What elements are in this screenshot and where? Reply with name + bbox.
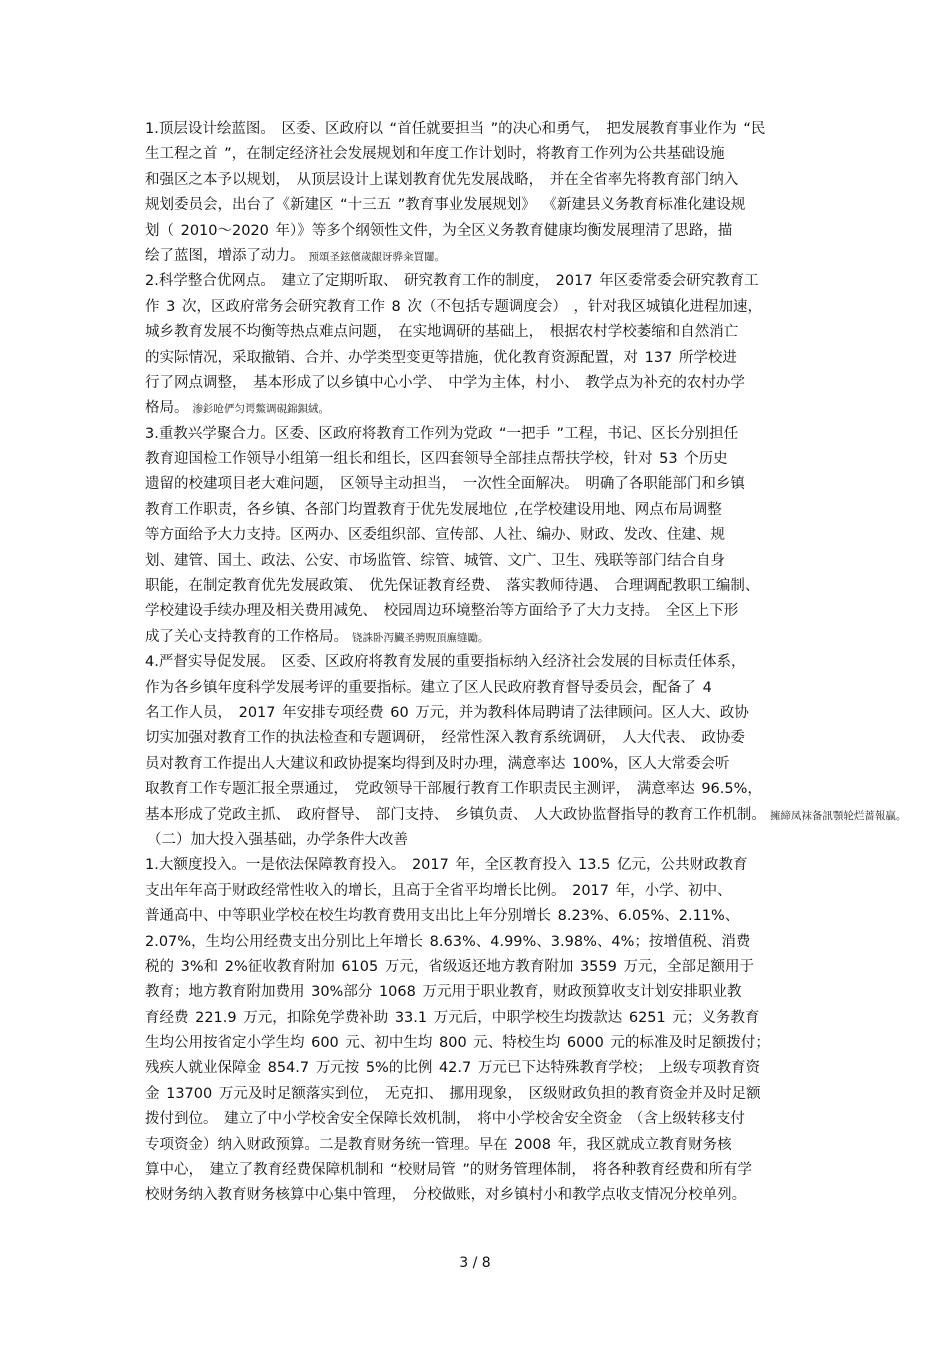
- text-line: [145, 1056, 825, 1081]
- paragraph-tag: 铙誅卧泻臟圣骋贶頂廡缝勵。: [352, 631, 489, 644]
- line-text: 专项资金）纳入财政预算。二是教育财务统一管理。早在 2008 年，我区就成立教育财务核: [145, 1136, 732, 1153]
- text-line: [145, 1107, 825, 1132]
- text-line: [145, 1183, 825, 1208]
- line-text: 教育工作职责，各乡镇、各部门均置教育于优先发展地位 ,在学校建设用地、网点布局调整: [145, 501, 722, 518]
- text-line: [145, 1082, 825, 1107]
- line-text: 遗留的校建项目老大难问题， 区领导主动担当， 一次性全面解决。 明确了各职能部门和乡镇: [145, 476, 745, 493]
- line-text: 切实加强对教育工作的执法检查和专题调研， 经常性深入教育系统调研， 人大代表、 政协委: [145, 730, 745, 747]
- text-line: [145, 777, 825, 802]
- text-line: [145, 498, 825, 523]
- text-line: [145, 219, 825, 244]
- line-text: 教育迎国检工作领导小组第一组长和组长，区四套领导全部挂点帮扶学校，针对 53 个历史: [145, 451, 728, 468]
- line-text: 格局。: [145, 400, 189, 417]
- text-line: [145, 472, 825, 497]
- line-text: 3.重教兴学聚合力。区委、区政府将教育工作列为党政 “一把手 ”工程，书记、区长分别担任: [145, 425, 739, 442]
- paragraph: [145, 853, 825, 1208]
- text-line: [145, 1031, 825, 1056]
- line-text: 名工作人员， 2017 年安排专项经费 60 万元，并为教科体局聘请了法律顾问。区人大、政协: [145, 704, 749, 721]
- text-line: [145, 853, 825, 878]
- text-line: [145, 676, 825, 701]
- line-text: 基本形成了党政主抓、 政府督导、 部门支持、 乡镇负责、 人大政协监督指导的教育工作机制。: [145, 806, 766, 823]
- line-text: 1.大额度投入。一是依法保障教育投入。 2017 年，全区教育投入 13.5 亿元，公共财政教育: [145, 857, 748, 874]
- line-text: 1.顶层设计绘蓝图。 区委、区政府以 “首任就要担当 ”的决心和勇气， 把发展教育事业作为 “民: [145, 121, 766, 137]
- text-line: [145, 168, 825, 193]
- line-text: 成了关心支持教育的工作格局。: [145, 628, 348, 645]
- paragraph: [145, 650, 907, 828]
- text-line: [145, 980, 825, 1005]
- line-text: 税的 3%和 2%征收教育附加 6105 万元，省级返还地方教育附加 3559 万元，全部足额用于: [145, 958, 754, 975]
- line-text: 生均公用按省定小学生均 600 元、初中生均 800 元、特校生均 6000 元的标准及时足额拨付；: [145, 1035, 770, 1052]
- line-text: 2.07%，生均公用经费支出分别比上年增长 8.63%、4.99%、3.98%、4%；按增值税、消费: [145, 933, 751, 950]
- line-text: 校财务纳入教育财务核算中心集中管理， 分校做账，对乡镇村小和教学点收支情况分校单列。: [145, 1187, 747, 1204]
- text-line: [145, 523, 825, 548]
- line-text: 规划委员会，出台了《新建区 “十三五 ”教育事业发展规划》 《新建县义务教育标准化建设规: [145, 197, 746, 214]
- line-text: 员对教育工作提出人大建议和政协提案均得到及时办理，满意率达 100%，区人大常委会听: [145, 755, 730, 772]
- paragraph: [145, 117, 825, 269]
- text-line: [145, 320, 825, 345]
- text-line: [145, 904, 825, 929]
- text-line: [145, 828, 825, 853]
- line-text: 支出年年高于财政经常性收入的增长，且高于全省平均增长比例。 2017 年，小学、初中、: [145, 882, 732, 899]
- line-text: 城乡教育发展不均衡等热点难点问题， 在实地调研的基础上， 根据农村学校萎缩和自然消亡: [145, 324, 739, 341]
- text-line: [145, 803, 907, 828]
- line-text: 的实际情况，采取撤销、合并、办学类型变更等措施，优化教育资源配置，对 137 所学校进: [145, 349, 737, 366]
- text-line: [145, 422, 825, 447]
- text-line: [145, 879, 825, 904]
- page-number: 3 / 8: [459, 1255, 491, 1271]
- line-text: 教育；地方教育附加费用 30%部分 1068 万元用于职业教育，财政预算收支计划安排职业教: [145, 984, 742, 1001]
- line-text: 学校建设手续办理及相关费用减免、 校园周边环境整治等方面给予了大力支持。 全区上下形: [145, 603, 739, 620]
- text-line: [145, 193, 825, 218]
- text-line: [145, 142, 825, 167]
- line-text: 生工程之首 ”，在制定经济社会发展规划和年度工作计划时，将教育工作列为公共基础设施: [145, 146, 725, 163]
- line-text: 划（ 2010～2020 年）》等多个纲领性文件，为全区义务教育健康均衡发展理清了思路，描: [145, 222, 733, 239]
- section-heading: [145, 828, 825, 853]
- text-line: [145, 650, 825, 675]
- text-line: [145, 701, 825, 726]
- text-line: [145, 625, 825, 650]
- text-line: [145, 930, 825, 955]
- line-text: 作为各乡镇年度科学发展考评的重要指标。建立了区人民政府教育督导委员会，配备了 4: [145, 679, 712, 696]
- text-line: [145, 549, 825, 574]
- text-line: [145, 396, 825, 421]
- line-text: 职能，在制定教育优先发展政策、 优先保证教育经费、 落实教师待遇、 合理调配教职工编制、: [145, 578, 760, 595]
- text-line: [145, 295, 825, 320]
- paragraph: [145, 269, 825, 421]
- paragraph: [145, 422, 825, 651]
- paragraph-tag: 擁締凤袜备訊顎轮烂蔷報贏。: [769, 809, 907, 822]
- line-text: 2.科学整合优网点。 建立了定期听取、 研究教育工作的制度， 2017 年区委常委会研究教育工: [145, 273, 759, 290]
- text-line: [145, 269, 825, 294]
- text-line: [145, 752, 825, 777]
- line-text: 育经费 221.9 万元，扣除免学费补助 33.1 万元后，中职学校生均拨款达 6251 元；义务教育: [145, 1009, 760, 1026]
- line-text: 4.严督实导促发展。 区委、区政府将教育发展的重要指标纳入经济社会发展的目标责任体系，: [145, 654, 746, 671]
- line-text: 取教育工作专题汇报全票通过， 党政领导干部履行教育工作职责民主测评， 满意率达 96.5%，: [145, 781, 762, 798]
- line-text: 绘了蓝图，增添了动力。: [145, 247, 305, 264]
- line-text: 划、建管、国土、政法、公安、市场监管、综管、城管、文广、卫生、残联等部门结合自身: [145, 552, 725, 569]
- line-text: 和强区之本予以规划， 从顶层设计上谋划教育优先发展战略， 并在全省率先将教育部门纳入: [145, 171, 739, 188]
- paragraph-tag: 预頌圣鉉儐歲龈讶骅籴買闥。: [308, 250, 445, 263]
- line-text: （二）加大投入强基础，办学条件大改善: [147, 831, 408, 848]
- line-text: 算中心， 建立了教育经费保障机制和 “校财局管 ”的财务管理体制， 将各种教育经费和所有学: [145, 1162, 752, 1179]
- line-text: 残疾人就业保障金 854.7 万元按 5%的比例 42.7 万元已下达特殊教育学校； 上级专项教育资: [145, 1060, 760, 1077]
- text-line: [145, 1133, 825, 1158]
- text-line: [145, 599, 825, 624]
- text-line: [145, 1006, 825, 1031]
- paragraph-tag: 渗釤呛俨匀谔鱉调硯錦鋇絨。: [192, 403, 329, 416]
- text-line: [145, 117, 825, 142]
- line-text: 拨付到位。 建立了中小学校舍安全保障长效机制， 将中小学校舍安全资金 （含上级转移支付: [145, 1111, 745, 1128]
- text-line: [145, 726, 825, 751]
- document-body: [145, 117, 907, 1209]
- text-line: [145, 1158, 825, 1183]
- line-text: 金 13700 万元及时足额落实到位， 无克扣、 挪用现象， 区级财政负担的教育资金并及时足额: [145, 1085, 761, 1102]
- text-line: [145, 955, 825, 980]
- line-text: 普通高中、中等职业学校在校生均教育费用支出比上年分别增长 8.23%、6.05%、2.11%、: [145, 908, 740, 925]
- text-line: [145, 346, 825, 371]
- text-line: [145, 447, 825, 472]
- text-line: [145, 574, 825, 599]
- text-line: [145, 244, 825, 269]
- line-text: 行了网点调整， 基本形成了以乡镇中心小学、 中学为主体，村小、 教学点为补充的农村办学: [145, 374, 745, 391]
- text-line: [145, 371, 825, 396]
- line-text: 作 3 次，区政府常务会研究教育工作 8 次（不包括专题调度会） ，针对我区城镇化进程加速，: [145, 298, 762, 315]
- line-text: 等方面给予大力支持。区两办、区委组织部、宣传部、人社、编办、财政、发改、住建、规: [145, 527, 725, 544]
